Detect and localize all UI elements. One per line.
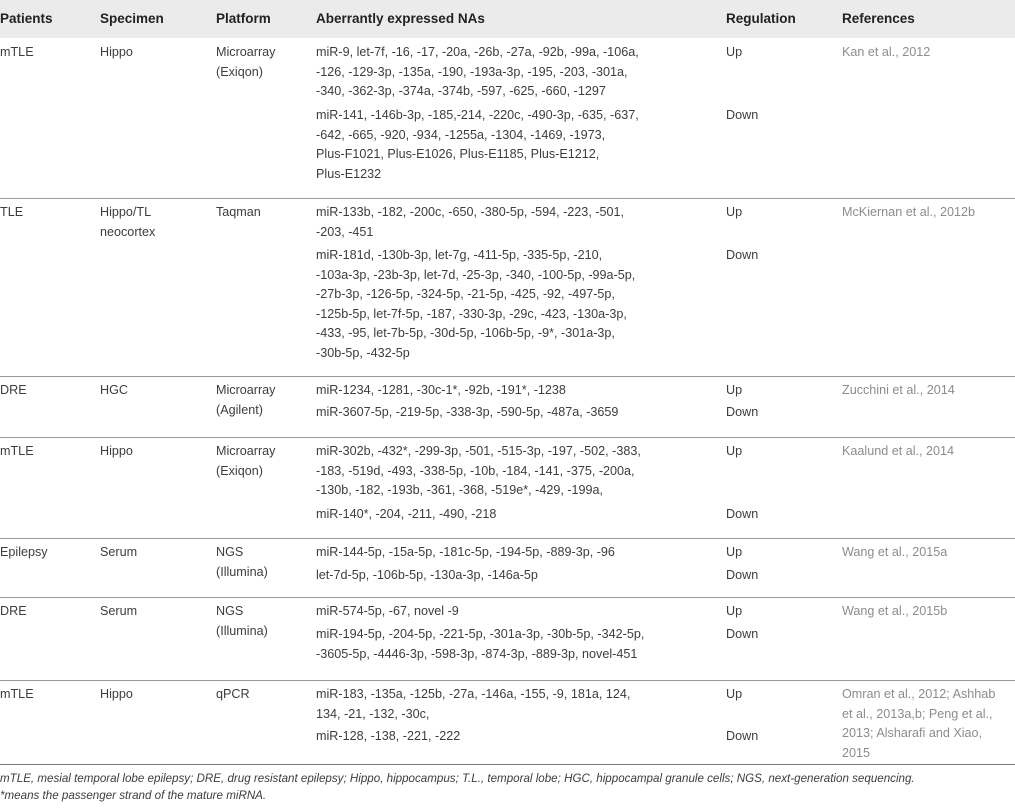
cell-platform-line: (Exiqon)	[216, 463, 263, 478]
row-divider	[0, 680, 1015, 681]
cell-references-line: Omran et al., 2012; Ashhab	[842, 687, 996, 701]
cell-aberrant-nas-line: miR-144-5p, -15a-5p, -181c-5p, -194-5p, -889-3p, -96	[316, 545, 615, 559]
cell-regulation: Up	[726, 604, 743, 618]
row-divider	[0, 538, 1015, 539]
cell-aberrant-nas	[316, 203, 624, 242]
cell-aberrant-nas	[316, 625, 644, 664]
cell-platform-line: qPCR	[216, 687, 250, 701]
cell-aberrant-nas-line: let-7d-5p, -106b-5p, -130a-3p, -146a-5p	[316, 568, 538, 582]
cell-aberrant-nas	[316, 246, 635, 363]
cell-regulation: Down	[726, 729, 759, 743]
cell-aberrant-nas-line: -183, -519d, -493, -338-5p, -10b, -184, -141, -375, -200a,	[316, 463, 635, 478]
cell-aberrant-nas-line: -30b-5p, -432-5p	[316, 345, 410, 360]
cell-aberrant-nas-line: -125b-5p, let-7f-5p, -187, -330-3p, -29c, -423, -130a-3p,	[316, 306, 627, 321]
cell-aberrant-nas-line: miR-1234, -1281, -30c-1*, -92b, -191*, -1238	[316, 383, 566, 397]
cell-platform-line: Taqman	[216, 205, 261, 219]
cell-references-line: 2015	[842, 745, 871, 760]
header-patients: Patients	[0, 11, 53, 26]
cell-aberrant-nas-line: miR-183, -135a, -125b, -27a, -146a, -155, -9, 181a, 124,	[316, 687, 631, 701]
table-header	[0, 0, 1015, 38]
cell-patients: mTLE	[0, 444, 34, 458]
footnote-asterisk: *means the passenger strand of the mature miRNA.	[0, 789, 267, 802]
cell-regulation: Down	[726, 568, 759, 582]
cell-references-line: Kan et al., 2012	[842, 45, 931, 59]
cell-aberrant-nas-line: 134, -21, -132, -30c,	[316, 706, 430, 721]
cell-regulation: Up	[726, 205, 743, 219]
cell-specimen-line: Hippo	[100, 687, 133, 701]
cell-aberrant-nas-line: miR-194-5p, -204-5p, -221-5p, -301a-3p, -30b-5p, -342-5p,	[316, 627, 645, 641]
cell-aberrant-nas-line: miR-140*, -204, -211, -490, -218	[316, 507, 497, 521]
cell-platform-line: (Agilent)	[216, 402, 263, 417]
cell-aberrant-nas-line: miR-3607-5p, -219-5p, -338-3p, -590-5p, -487a, -3659	[316, 405, 619, 419]
cell-aberrant-nas-line: miR-181d, -130b-3p, let-7g, -411-5p, -335-5p, -210,	[316, 248, 603, 262]
cell-patients: Epilepsy	[0, 545, 48, 559]
cell-regulation: Up	[726, 45, 743, 59]
cell-platform	[216, 203, 261, 223]
cell-aberrant-nas	[316, 106, 639, 184]
cell-patients: mTLE	[0, 687, 34, 701]
cell-patients: DRE	[0, 383, 27, 397]
cell-regulation: Down	[726, 108, 759, 122]
cell-references-line: McKiernan et al., 2012b	[842, 205, 976, 219]
cell-regulation: Down	[726, 248, 759, 262]
cell-aberrant-nas-line: -3605-5p, -4446-3p, -598-3p, -874-3p, -889-3p, novel-451	[316, 646, 638, 661]
cell-aberrant-nas-line: -433, -95, let-7b-5p, -30d-5p, -106b-5p, -9*, -301a-3p,	[316, 326, 615, 340]
cell-aberrant-nas-line: miR-302b, -432*, -299-3p, -501, -515-3p, -197, -502, -383,	[316, 444, 641, 458]
cell-platform	[216, 442, 275, 481]
cell-aberrant-nas	[316, 543, 615, 563]
cell-aberrant-nas-line: miR-9, let-7f, -16, -17, -20a, -26b, -27a, -92b, -99a, -106a,	[316, 45, 639, 59]
cell-specimen-line: Hippo	[100, 444, 133, 458]
cell-aberrant-nas	[316, 602, 459, 622]
cell-specimen	[100, 203, 155, 242]
cell-patients: DRE	[0, 604, 27, 618]
cell-references-line: Zucchini et al., 2014	[842, 383, 955, 397]
cell-regulation: Down	[726, 627, 759, 641]
row-divider	[0, 597, 1015, 598]
cell-aberrant-nas-line: Plus-F1021, Plus-E1026, Plus-E1185, Plus-E1212,	[316, 147, 600, 161]
cell-aberrant-nas	[316, 505, 496, 525]
cell-regulation: Up	[726, 687, 743, 701]
cell-specimen-line: Serum	[100, 604, 138, 618]
cell-platform	[216, 685, 250, 705]
cell-references	[842, 203, 975, 223]
cell-platform	[216, 43, 275, 82]
cell-specimen-line: HGC	[100, 383, 128, 397]
cell-aberrant-nas-line: miR-574-5p, -67, novel -9	[316, 604, 459, 618]
cell-specimen	[100, 43, 133, 63]
header-aberrant-nas: Aberrantly expressed NAs	[316, 11, 485, 26]
cell-aberrant-nas	[316, 403, 618, 423]
header-platform: Platform	[216, 11, 271, 26]
cell-specimen	[100, 685, 133, 705]
footnote-abbreviations: mTLE, mesial temporal lobe epilepsy; DRE, drug resistant epilepsy; Hippo, hippocampus; T.L., temporal lobe; HGC, hippocampal granule cells; NGS, next-generation sequencing.	[0, 772, 915, 785]
header-specimen: Specimen	[100, 11, 164, 26]
cell-aberrant-nas-line: -130b, -182, -193b, -361, -368, -519e*, -429, -199a,	[316, 483, 604, 497]
cell-platform-line: Microarray	[216, 383, 276, 397]
cell-platform	[216, 543, 268, 582]
cell-aberrant-nas	[316, 685, 630, 724]
row-divider	[0, 198, 1015, 199]
cell-aberrant-nas	[316, 727, 460, 747]
cell-references	[842, 602, 947, 622]
cell-specimen	[100, 381, 128, 401]
cell-regulation: Up	[726, 383, 743, 397]
footnote-rule	[0, 764, 1015, 765]
cell-specimen	[100, 602, 137, 622]
cell-specimen-line: Hippo	[100, 45, 133, 59]
cell-references-line: Kaalund et al., 2014	[842, 444, 955, 458]
cell-regulation: Down	[726, 405, 759, 419]
cell-aberrant-nas-line: miR-141, -146b-3p, -185,-214, -220c, -490-3p, -635, -637,	[316, 108, 639, 122]
cell-references	[842, 43, 930, 63]
cell-platform-line: Microarray	[216, 444, 276, 458]
cell-platform-line: NGS	[216, 545, 244, 559]
cell-regulation: Up	[726, 545, 743, 559]
cell-platform-line: (Illumina)	[216, 564, 268, 579]
cell-references	[842, 543, 947, 563]
row-divider	[0, 437, 1015, 438]
cell-aberrant-nas-line: -27b-3p, -126-5p, -324-5p, -21-5p, -425, -92, -497-5p,	[316, 287, 615, 301]
cell-aberrant-nas-line: -126, -129-3p, -135a, -190, -193a-3p, -195, -203, -301a,	[316, 64, 628, 79]
cell-platform	[216, 381, 275, 420]
cell-platform-line: (Exiqon)	[216, 64, 263, 79]
cell-specimen	[100, 442, 133, 462]
cell-references	[842, 685, 995, 763]
cell-regulation: Up	[726, 444, 743, 458]
cell-aberrant-nas	[316, 566, 538, 586]
cell-platform-line: (Illumina)	[216, 623, 268, 638]
cell-regulation: Down	[726, 507, 759, 521]
cell-references	[842, 381, 955, 401]
cell-platform	[216, 602, 268, 641]
cell-aberrant-nas-line: Plus-E1232	[316, 166, 382, 181]
cell-aberrant-nas-line: miR-133b, -182, -200c, -650, -380-5p, -594, -223, -501,	[316, 205, 625, 219]
cell-references-line: Wang et al., 2015a	[842, 545, 948, 559]
cell-aberrant-nas-line: -340, -362-3p, -374a, -374b, -597, -625, -660, -1297	[316, 84, 606, 98]
cell-patients: TLE	[0, 205, 24, 219]
cell-references-line: et al., 2013a,b; Peng et al.,	[842, 706, 993, 721]
cell-patients: mTLE	[0, 45, 34, 59]
header-references: References	[842, 11, 915, 26]
cell-aberrant-nas-line: miR-128, -138, -221, -222	[316, 729, 461, 743]
cell-aberrant-nas	[316, 442, 641, 501]
cell-specimen-line: Hippo/TL	[100, 205, 152, 219]
header-regulation: Regulation	[726, 11, 796, 26]
cell-references-line: Wang et al., 2015b	[842, 604, 948, 618]
cell-aberrant-nas-line: -103a-3p, -23b-3p, let-7d, -25-3p, -340, -100-5p, -99a-5p,	[316, 267, 636, 282]
row-divider	[0, 376, 1015, 377]
cell-references	[842, 442, 954, 462]
cell-platform-line: NGS	[216, 604, 244, 618]
cell-aberrant-nas	[316, 43, 639, 102]
cell-aberrant-nas	[316, 381, 566, 401]
cell-specimen	[100, 543, 137, 563]
cell-specimen-line: neocortex	[100, 224, 156, 239]
cell-aberrant-nas-line: -203, -451	[316, 224, 374, 239]
cell-platform-line: Microarray	[216, 45, 276, 59]
cell-aberrant-nas-line: -642, -665, -920, -934, -1255a, -1304, -1469, -1973,	[316, 127, 606, 142]
cell-references-line: 2013; Alsharafi and Xiao,	[842, 726, 983, 740]
cell-specimen-line: Serum	[100, 545, 138, 559]
